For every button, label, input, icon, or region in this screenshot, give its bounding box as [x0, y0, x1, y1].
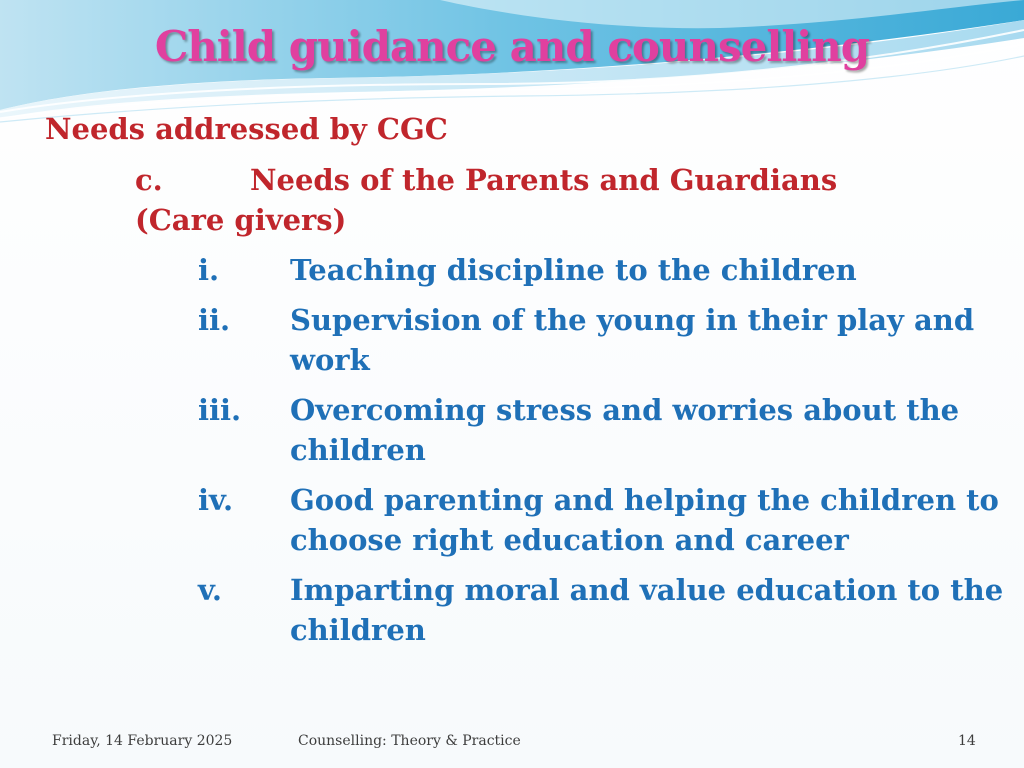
list-item-text: Overcoming stress and worries about the children: [290, 393, 960, 467]
list-item-number: iii.: [198, 393, 242, 427]
list-item-number: i.: [198, 253, 220, 287]
footer-date: Friday, 14 February 2025: [52, 733, 233, 749]
list-item-text: Teaching discipline to the children: [290, 253, 857, 287]
sub-section-heading: [135, 160, 935, 240]
section-heading: Needs addressed by CGC: [45, 112, 448, 146]
list-item: [198, 250, 1008, 290]
list-item-text: Supervision of the young in their play and work: [290, 303, 975, 377]
list-item-number: ii.: [198, 303, 231, 337]
sub-section-marker: c.: [135, 163, 163, 197]
list-item-number: iv.: [198, 483, 234, 517]
list-item: [198, 480, 1008, 560]
list-item-text: Imparting moral and value education to the children: [290, 573, 1004, 647]
list-item-number: v.: [198, 573, 223, 607]
footer-page-number: 14: [958, 733, 976, 749]
list-item: [198, 300, 1008, 380]
list-item: [198, 390, 1008, 470]
slide-title: Child guidance and counselling: [154, 22, 870, 71]
footer-course: Counselling: Theory & Practice: [298, 733, 521, 749]
list-item-text: Good parenting and helping the children to choose right education and career: [290, 483, 999, 557]
needs-list: [198, 250, 1008, 660]
sub-section-text: Needs of the Parents and Guardians (Care givers): [135, 163, 838, 237]
list-item: [198, 570, 1008, 650]
